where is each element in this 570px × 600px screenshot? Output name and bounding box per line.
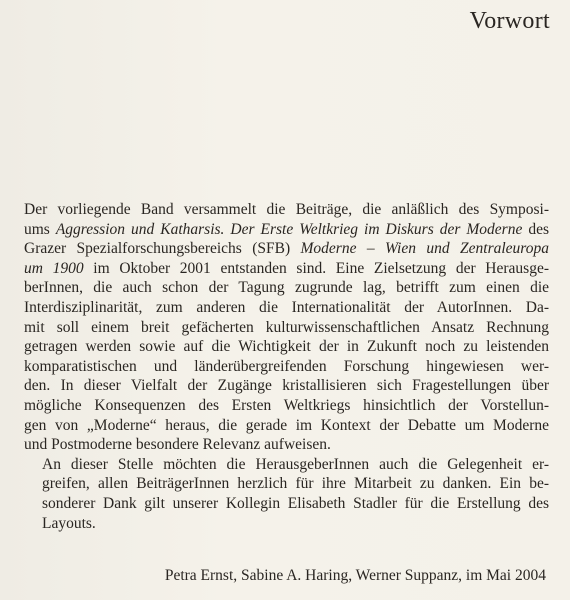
text-segment: ums [24, 220, 56, 238]
text-line [24, 298, 549, 318]
italic-title-segment: Moderne – Wien und Zentraleuropa [300, 240, 549, 258]
text-segment: An dieser Stelle möchten die HerausgeberInnen auch die Gelegenheit er- [42, 455, 549, 473]
preface-body [24, 200, 549, 533]
italic-title-segment: Aggression und Katharsis. Der Erste Weltkrieg im Diskurs der Moderne [55, 220, 523, 238]
text-line [24, 376, 549, 396]
text-line [24, 200, 549, 220]
text-line [24, 239, 549, 259]
text-segment: mögliche Konsequenzen des Ersten Weltkriegs hinsichtlich der Vorstellun- [24, 396, 549, 414]
preface-paragraph-2 [24, 455, 549, 533]
text-line [24, 337, 549, 357]
preface-paragraph-1 [24, 200, 549, 455]
text-segment: Interdisziplinarität, zum anderen die Internationalität der AutorInnen. Da- [24, 298, 549, 316]
text-segment: komparatistischen und länderübergreifenden Forschung hingewiesen wer- [24, 357, 549, 375]
show-through-text [240, 38, 540, 58]
text-line [24, 435, 549, 455]
text-segment: sonderer Dank gilt unserer Kollegin Elisabeth Stadler für die Erstellung des [42, 494, 549, 512]
text-line [24, 220, 549, 240]
italic-title-segment: um 1900 [24, 259, 84, 277]
text-line [24, 416, 549, 436]
text-line [24, 278, 549, 298]
text-segment: greifen, allen BeiträgerInnen herzlich für ihre Mitarbeit zu danken. Ein be- [42, 475, 549, 493]
text-segment: mit soll einem breit gefächerten kulturwissenschaftlichen Ansatz Rechnung [24, 318, 549, 336]
text-segment: getragen werden sowie auf die Wichtigkeit der in Zukunft noch zu leistenden [24, 338, 549, 356]
text-segment: im Oktober 2001 entstanden sind. Eine Zielsetzung der Herausge- [83, 259, 550, 277]
text-segment: des [522, 220, 549, 238]
text-segment: den. In dieser Vielfalt der Zugänge kristallisieren sich Fragestellungen über [24, 377, 549, 395]
text-line [24, 259, 549, 279]
signature-line: Petra Ernst, Sabine A. Haring, Werner Suppanz, im Mai 2004 [164, 567, 546, 584]
text-line [24, 514, 549, 534]
text-line [24, 455, 549, 475]
text-segment: Grazer Spezialforschungsbereichs (SFB) [24, 240, 301, 258]
page-heading: Vorwort [469, 8, 550, 34]
text-segment: Layouts. [42, 514, 96, 532]
text-segment: berInnen, die auch schon der Tagung zugrunde lag, betrifft zum einen die [24, 279, 549, 297]
text-line [24, 318, 549, 338]
text-segment: Der vorliegende Band versammelt die Beiträge, die anläßlich des Symposi- [24, 201, 549, 218]
text-segment: gen von „Moderne“ heraus, die gerade im Kontext der Debatte um Moderne [24, 416, 549, 434]
text-segment: und Postmoderne besondere Relevanz aufweisen. [24, 436, 331, 454]
text-line [24, 357, 549, 377]
text-line [24, 474, 549, 494]
text-line [24, 494, 549, 514]
text-line [24, 396, 549, 416]
